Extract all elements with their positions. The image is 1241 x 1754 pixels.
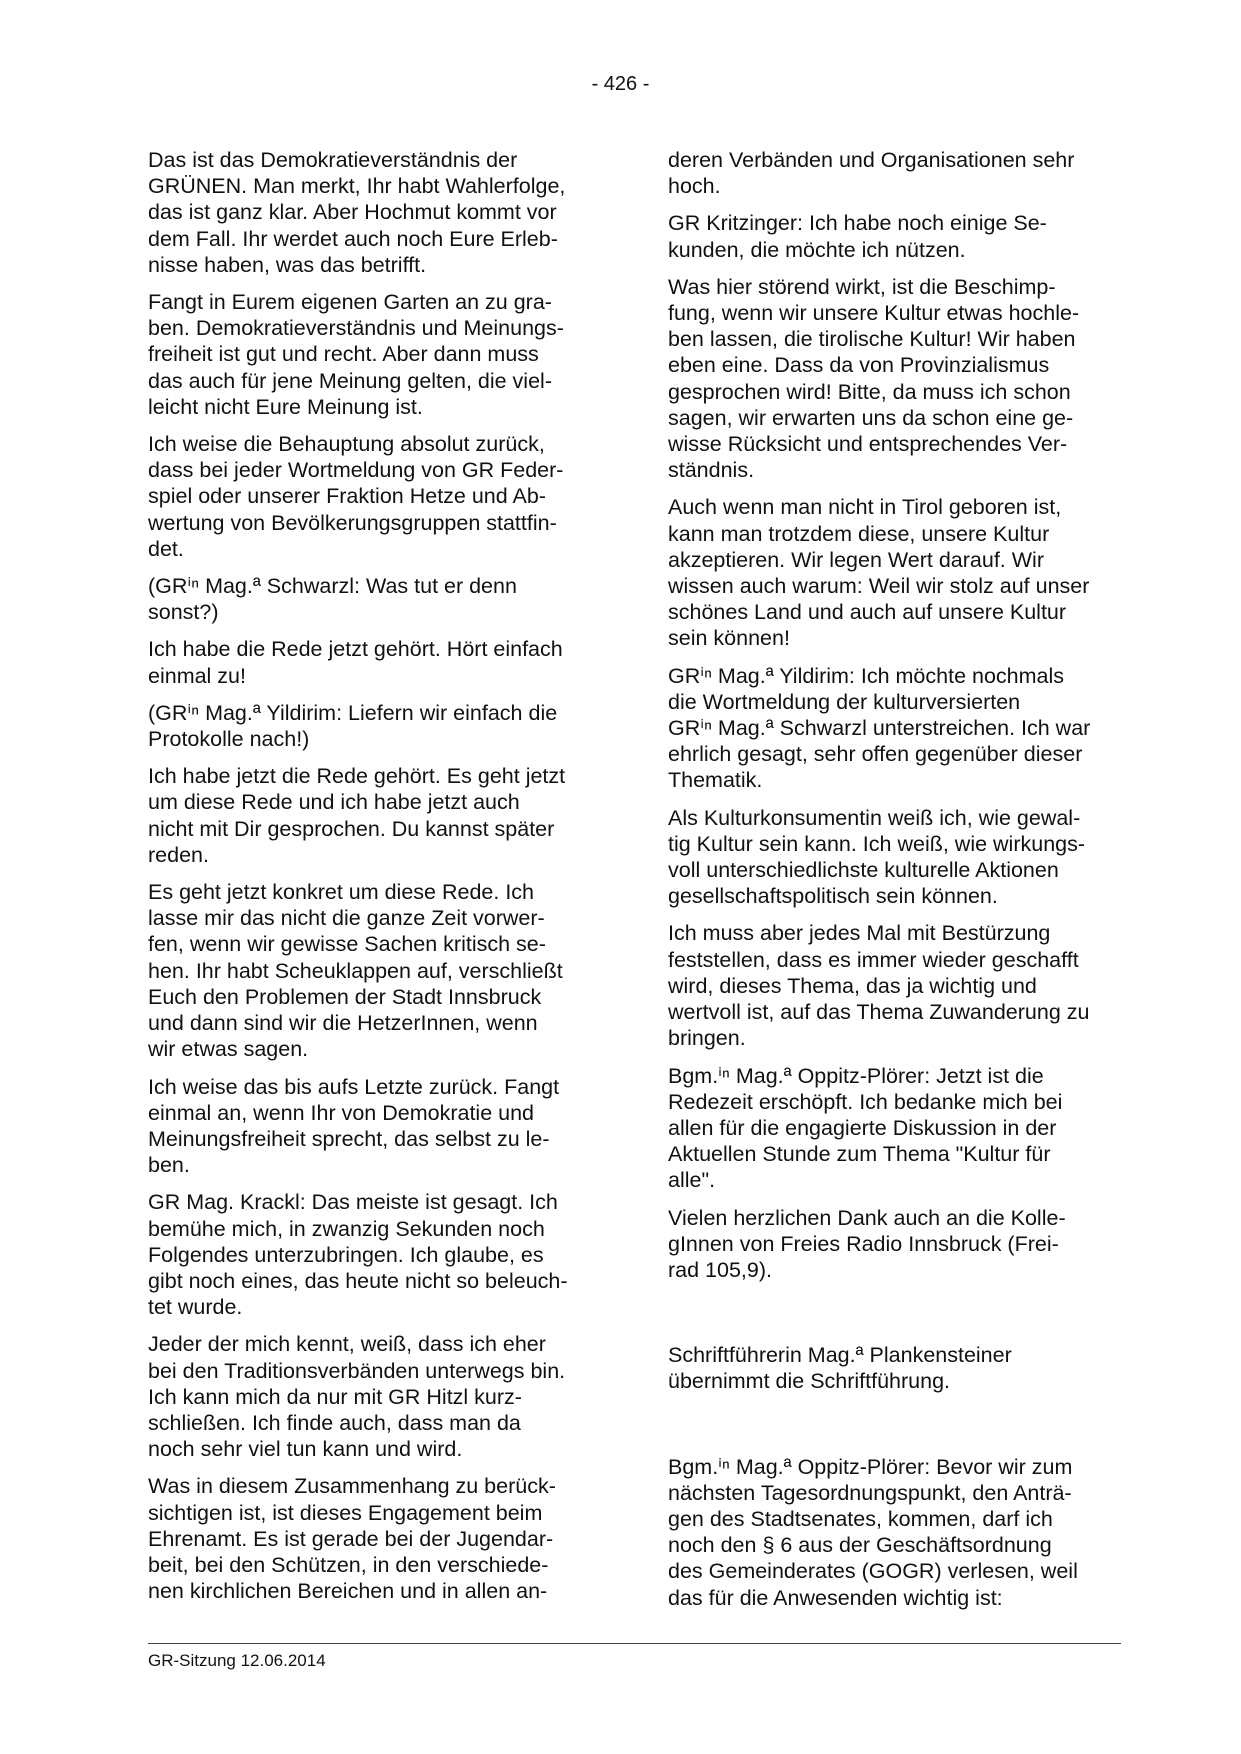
text-line: das ist ganz klar. Aber Hochmut kommt vor xyxy=(148,200,557,225)
text-line: des Gemeinderates (GOGR) verlesen, weil xyxy=(668,1559,1078,1584)
text-line: Als Kulturkonsumentin weiß ich, wie gewal- xyxy=(668,805,1081,830)
text-line: sagen, wir erwarten uns da schon eine ge- xyxy=(668,405,1074,430)
text-line: einmal zu! xyxy=(148,663,246,688)
speaker-paragraph xyxy=(668,210,1128,262)
text-line: det. xyxy=(148,536,184,561)
text-line: wissen auch warum: Weil wir stolz auf unser xyxy=(668,574,1090,599)
text-line: Was in diesem Zusammenhang zu berück- xyxy=(148,1474,556,1499)
text-line: GR Kritzinger: Ich habe noch einige Se- xyxy=(668,211,1047,236)
footer-divider xyxy=(148,1643,1121,1644)
text-line: voll unterschiedlichste kulturelle Aktionen xyxy=(668,858,1059,883)
paragraph xyxy=(148,431,603,562)
interjection xyxy=(148,700,603,752)
paragraph xyxy=(148,1331,603,1462)
text-line: GRⁱⁿ Mag.ª Schwarzl unterstreichen. Ich war xyxy=(668,716,1091,741)
paragraph xyxy=(148,879,603,1062)
speaker-paragraph xyxy=(148,1189,603,1320)
text-line: sein können! xyxy=(668,626,790,651)
text-line: schließen. Ich finde auch, dass man da xyxy=(148,1410,521,1435)
paragraph xyxy=(668,920,1128,1051)
text-line: tig Kultur sein kann. Ich weiß, wie wirkungs- xyxy=(668,831,1086,856)
text-line: GR Mag. Krackl: Das meiste ist gesagt. Ich xyxy=(148,1190,558,1215)
paragraph xyxy=(148,763,603,868)
right-column xyxy=(668,147,1128,1622)
paragraph xyxy=(148,147,603,278)
text-line: rad 105,9). xyxy=(668,1257,772,1282)
text-line: dass bei jeder Wortmeldung von GR Feder- xyxy=(148,458,564,483)
text-line: freiheit ist gut und recht. Aber dann muss xyxy=(148,342,539,367)
text-line: nicht mit Dir gesprochen. Du kannst später xyxy=(148,816,555,841)
text-line: Was hier störend wirkt, ist die Beschimp- xyxy=(668,274,1056,299)
text-line: alle". xyxy=(668,1168,716,1193)
speaker-paragraph xyxy=(668,1063,1128,1194)
text-line: feststellen, dass es immer wieder geschafft xyxy=(668,947,1079,972)
text-line: sichtigen ist, ist dieses Engagement beim xyxy=(148,1500,543,1525)
text-line: Jeder der mich kennt, weiß, dass ich eher xyxy=(148,1332,546,1357)
text-line: Ich weise die Behauptung absolut zurück, xyxy=(148,432,545,457)
text-line: einmal an, wenn Ihr von Demokratie und xyxy=(148,1100,535,1125)
text-line: wird, dieses Thema, das ja wichtig und xyxy=(668,973,1037,998)
text-line: Ich habe die Rede jetzt gehört. Hört einfach xyxy=(148,637,563,662)
text-line: wertung von Bevölkerungsgruppen stattfin- xyxy=(148,510,557,535)
text-line: nen kirchlichen Bereichen und in allen an- xyxy=(148,1579,548,1604)
text-line: schönes Land und auch auf unsere Kultur xyxy=(668,600,1067,625)
text-line: übernimmt die Schriftführung. xyxy=(668,1369,951,1394)
text-line: fen, wenn wir gewisse Sachen kritisch se- xyxy=(148,932,546,957)
text-line: sonst?) xyxy=(148,600,219,625)
text-line: Ich muss aber jedes Mal mit Bestürzung xyxy=(668,921,1051,946)
text-line: die Wortmeldung der kulturversierten xyxy=(668,689,1021,714)
text-line: ehrlich gesagt, sehr offen gegenüber dieser xyxy=(668,742,1083,767)
text-line: leicht nicht Eure Meinung ist. xyxy=(148,394,423,419)
text-line: gesprochen wird! Bitte, da muss ich schon xyxy=(668,379,1071,404)
text-line: Folgendes unterzubringen. Ich glaube, es xyxy=(148,1242,544,1267)
text-line: lasse mir das nicht die ganze Zeit vorwer- xyxy=(148,906,545,931)
text-line: Euch den Problemen der Stadt Innsbruck xyxy=(148,984,542,1009)
speaker-paragraph xyxy=(668,663,1128,794)
text-line: Fangt in Eurem eigenen Garten an zu gra- xyxy=(148,290,552,315)
text-line: (GRⁱⁿ Mag.ª Yildirim: Liefern wir einfach die xyxy=(148,700,558,725)
paragraph xyxy=(668,1205,1128,1284)
paragraph xyxy=(148,289,603,420)
text-line: nächsten Tagesordnungspunkt, den Anträ- xyxy=(668,1480,1072,1505)
text-line: Vielen herzlichen Dank auch an die Kolle- xyxy=(668,1205,1066,1230)
text-line: kann man trotzdem diese, unsere Kultur xyxy=(668,521,1050,546)
text-line: Bgm.ⁱⁿ Mag.ª Oppitz-Plörer: Jetzt ist die xyxy=(668,1063,1044,1088)
text-line: tet wurde. xyxy=(148,1295,243,1320)
text-line: fung, wenn wir unsere Kultur etwas hochle- xyxy=(668,301,1080,326)
text-line: bei den Traditionsverbänden unterwegs bin. xyxy=(148,1358,566,1383)
text-line: allen für die engagierte Diskussion in der xyxy=(668,1115,1057,1140)
text-line: Ich habe jetzt die Rede gehört. Es geht jetzt xyxy=(148,764,566,789)
text-line: ben lassen, die tirolische Kultur! Wir haben xyxy=(668,327,1076,352)
paragraph xyxy=(668,494,1128,651)
page-number: - 426 - xyxy=(591,73,650,95)
text-line: dem Fall. Ihr werdet auch noch Eure Erleb- xyxy=(148,226,558,251)
paragraph xyxy=(148,636,603,688)
text-line: Auch wenn man nicht in Tirol geboren ist, xyxy=(668,495,1062,520)
text-line: um diese Rede und ich habe jetzt auch xyxy=(148,790,520,815)
text-line: Aktuellen Stunde zum Thema "Kultur für xyxy=(668,1142,1051,1167)
paragraph xyxy=(668,274,1128,484)
text-line: gen des Stadtsenates, kommen, darf ich xyxy=(668,1506,1053,1531)
text-line: Das ist das Demokratieverständnis der xyxy=(148,148,518,172)
text-line: ben. Demokratieverständnis und Meinungs- xyxy=(148,316,564,341)
text-line: Thematik. xyxy=(668,768,763,793)
paragraph xyxy=(668,147,1128,199)
text-line: Bgm.ⁱⁿ Mag.ª Oppitz-Plörer: Bevor wir zum xyxy=(668,1454,1073,1479)
text-line: wertvoll ist, auf das Thema Zuwanderung zu xyxy=(668,1000,1090,1025)
text-line: akzeptieren. Wir legen Wert darauf. Wir xyxy=(668,547,1044,572)
speaker-paragraph xyxy=(668,1454,1128,1611)
text-line: bemühe mich, in zwanzig Sekunden noch xyxy=(148,1216,545,1241)
text-line: GRⁱⁿ Mag.ª Yildirim: Ich möchte nochmals xyxy=(668,663,1065,688)
text-line: gibt noch eines, das heute nicht so beleuch- xyxy=(148,1268,568,1293)
text-line: nisse haben, was das betrifft. xyxy=(148,252,427,277)
text-line: Meinungsfreiheit sprecht, das selbst zu le- xyxy=(148,1126,550,1151)
text-line: noch sehr viel tun kann und wird. xyxy=(148,1437,463,1462)
text-line: Schriftführerin Mag.ª Plankensteiner xyxy=(668,1343,1012,1368)
text-line: GRÜNEN. Man merkt, Ihr habt Wahlerfolge, xyxy=(148,174,566,199)
text-line: das auch für jene Meinung gelten, die viel- xyxy=(148,368,552,393)
text-line: eben eine. Dass da von Provinzialismus xyxy=(668,353,1050,378)
text-line: reden. xyxy=(148,842,209,867)
procedural-note xyxy=(668,1342,1128,1394)
text-line: wisse Rücksicht und entsprechendes Ver- xyxy=(668,432,1068,457)
footer-text: GR-Sitzung 12.06.2014 xyxy=(148,1651,326,1670)
text-line: Ehrenamt. Es ist gerade bei der Jugendar- xyxy=(148,1526,554,1551)
interjection xyxy=(148,573,603,625)
text-line: hen. Ihr habt Scheuklappen auf, verschließt xyxy=(148,958,563,983)
text-line: Ich weise das bis aufs Letzte zurück. Fangt xyxy=(148,1074,560,1099)
text-line: das für die Anwesenden wichtig ist: xyxy=(668,1585,1003,1610)
text-line: hoch. xyxy=(668,174,721,199)
text-line: ständnis. xyxy=(668,458,755,483)
text-line: noch den § 6 aus der Geschäftsordnung xyxy=(668,1533,1052,1558)
text-line: gesellschaftspolitisch sein können. xyxy=(668,884,998,909)
text-line: Ich kann mich da nur mit GR Hitzl kurz- xyxy=(148,1384,522,1409)
text-line: gInnen von Freies Radio Innsbruck (Frei- xyxy=(668,1231,1059,1256)
paragraph xyxy=(148,1074,603,1179)
paragraph xyxy=(668,805,1128,910)
text-line: kunden, die möchte ich nützen. xyxy=(668,237,966,262)
text-line: Es geht jetzt konkret um diese Rede. Ich xyxy=(148,880,535,905)
text-line: und dann sind wir die HetzerInnen, wenn xyxy=(148,1011,538,1036)
text-line: Protokolle nach!) xyxy=(148,727,310,752)
text-line: (GRⁱⁿ Mag.ª Schwarzl: Was tut er denn xyxy=(148,574,517,599)
text-line: beit, bei den Schützen, in den verschiede- xyxy=(148,1552,549,1577)
left-column xyxy=(148,147,603,1615)
text-line: bringen. xyxy=(668,1026,746,1051)
text-line: ben. xyxy=(148,1153,190,1178)
paragraph xyxy=(148,1473,603,1604)
text-line: spiel oder unserer Fraktion Hetze und Ab- xyxy=(148,484,546,509)
text-line: deren Verbänden und Organisationen sehr xyxy=(668,148,1075,172)
text-line: Redezeit erschöpft. Ich bedanke mich bei xyxy=(668,1089,1063,1114)
text-line: wir etwas sagen. xyxy=(148,1037,309,1062)
